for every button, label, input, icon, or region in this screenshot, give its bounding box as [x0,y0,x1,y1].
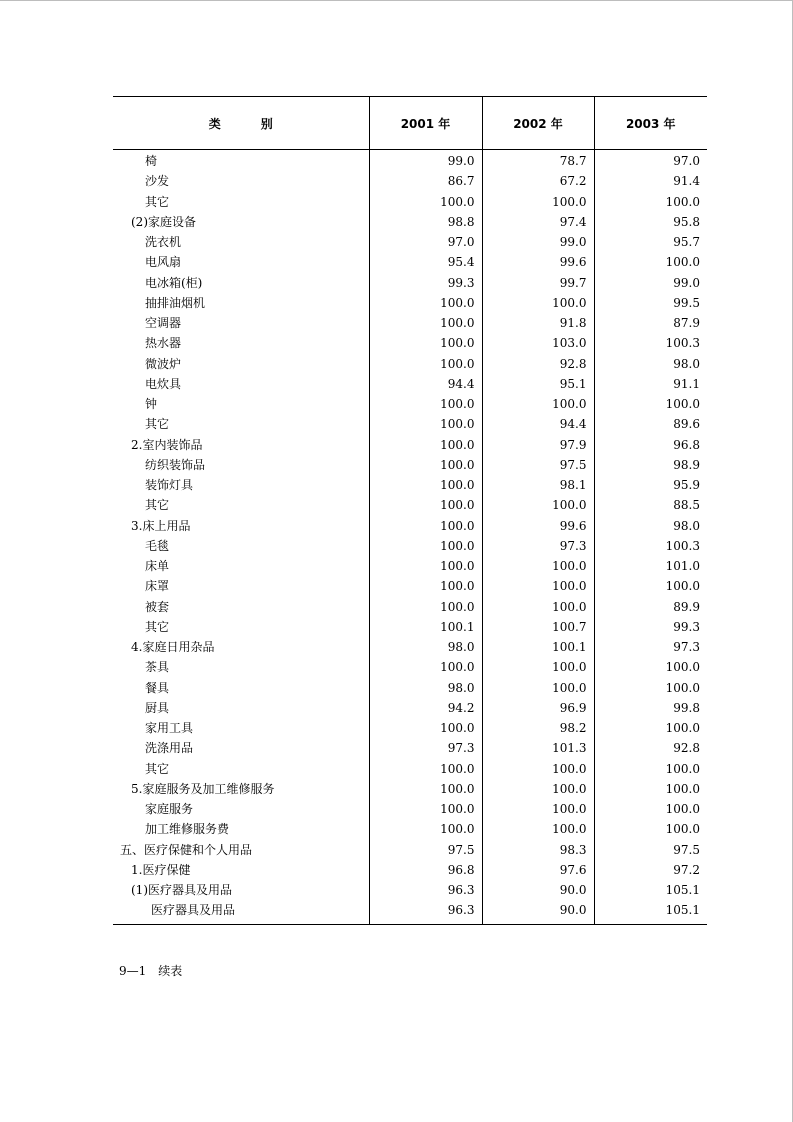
row-label: 椅 [145,154,158,169]
table-row [113,374,707,394]
table-row [113,212,707,232]
row-label: 沙发 [145,174,170,189]
value-2003: 105.1 [594,900,707,924]
value-2002: 90.0 [482,900,594,924]
value-2001: 100.0 [369,799,482,819]
footer-note: 9—1 续表 [119,964,183,978]
table-row [113,759,707,779]
value-2002: 98.2 [482,718,594,738]
value-2001: 100.0 [369,718,482,738]
table-row [113,799,707,819]
table-row [113,900,707,924]
row-label: 餐具 [145,680,170,695]
row-label: 电冰箱(柜) [145,275,203,290]
value-2002: 100.0 [482,192,594,212]
value-2002: 99.0 [482,232,594,252]
value-2003: 91.4 [594,171,707,191]
value-2002: 67.2 [482,171,594,191]
table-row [113,394,707,414]
table-row [113,293,707,313]
value-2002: 100.7 [482,617,594,637]
value-2003: 97.2 [594,860,707,880]
table-row [113,475,707,495]
value-2003: 98.0 [594,516,707,536]
value-2003: 95.7 [594,232,707,252]
row-label: 五、医疗保健和个人用品 [120,842,253,857]
value-2003: 96.8 [594,435,707,455]
row-label: 其它 [145,761,170,776]
value-2003: 87.9 [594,313,707,333]
row-label: 洗涤用品 [145,741,194,756]
value-2002: 97.4 [482,212,594,232]
table-row [113,333,707,353]
table-row [113,150,707,172]
value-2001: 95.4 [369,252,482,272]
value-2002: 101.3 [482,738,594,758]
value-2002: 100.0 [482,759,594,779]
value-2001: 100.0 [369,394,482,414]
value-2001: 100.0 [369,192,482,212]
header-category-char2: 别 [260,116,273,131]
value-2003: 105.1 [594,880,707,900]
table-row [113,556,707,576]
row-label: 2.室内装饰品 [131,437,203,452]
row-label: 其它 [145,194,170,209]
table-row [113,354,707,374]
table-row [113,232,707,252]
value-2002: 98.1 [482,475,594,495]
value-2001: 97.5 [369,840,482,860]
value-2003: 100.0 [594,759,707,779]
table-row [113,536,707,556]
table-row [113,597,707,617]
value-2001: 100.0 [369,516,482,536]
value-2002: 95.1 [482,374,594,394]
table-row [113,617,707,637]
value-2001: 98.8 [369,212,482,232]
value-2002: 100.1 [482,637,594,657]
table-row [113,880,707,900]
value-2001: 100.0 [369,536,482,556]
value-2003: 100.0 [594,718,707,738]
value-2003: 97.0 [594,150,707,172]
header-year-2003: 2003 年 [594,97,707,150]
value-2002: 91.8 [482,313,594,333]
row-label: 空调器 [145,316,182,331]
value-2001: 98.0 [369,637,482,657]
table-row [113,435,707,455]
value-2003: 99.8 [594,698,707,718]
value-2003: 99.3 [594,617,707,637]
value-2003: 91.1 [594,374,707,394]
table-row [113,779,707,799]
row-label: 医疗器具及用品 [113,900,369,924]
table-row [113,414,707,434]
value-2003: 100.0 [594,252,707,272]
value-2002: 92.8 [482,354,594,374]
value-2003: 100.3 [594,536,707,556]
value-2002: 100.0 [482,678,594,698]
row-label: (2)家庭设备 [131,214,196,229]
row-label: 微波炉 [145,356,182,371]
value-2002: 100.0 [482,657,594,677]
value-2003: 89.6 [594,414,707,434]
row-label: 热水器 [145,336,182,351]
value-2001: 100.0 [369,556,482,576]
table-body [113,150,707,925]
row-label: 其它 [145,498,170,513]
row-label: 1.医疗保健 [131,862,191,877]
value-2002: 97.5 [482,455,594,475]
value-2002: 97.6 [482,860,594,880]
row-label: 被套 [145,599,170,614]
value-2002: 98.3 [482,840,594,860]
row-label: 电风扇 [145,255,182,270]
value-2001: 97.3 [369,738,482,758]
table-header-row [113,97,707,150]
value-2003: 92.8 [594,738,707,758]
value-2003: 100.0 [594,678,707,698]
table-row [113,455,707,475]
value-2002: 100.0 [482,576,594,596]
value-2003: 99.5 [594,293,707,313]
table-row [113,171,707,191]
row-label: 其它 [145,417,170,432]
row-label: 家用工具 [145,721,194,736]
row-label: 5.家庭服务及加工维修服务 [131,781,275,796]
row-label: 床单 [145,559,170,574]
table-row [113,252,707,272]
page-border-top [0,0,793,1]
row-label: 毛毯 [145,538,170,553]
table-row [113,192,707,212]
value-2003: 100.0 [594,192,707,212]
value-2001: 100.0 [369,475,482,495]
value-2002: 99.6 [482,252,594,272]
table-row [113,516,707,536]
value-2001: 96.8 [369,860,482,880]
value-2001: 100.0 [369,354,482,374]
value-2002: 103.0 [482,333,594,353]
value-2001: 100.0 [369,313,482,333]
value-2003: 100.0 [594,779,707,799]
value-2002: 100.0 [482,556,594,576]
value-2003: 97.5 [594,840,707,860]
value-2001: 100.0 [369,779,482,799]
value-2001: 100.0 [369,759,482,779]
row-label: 洗衣机 [145,235,182,250]
value-2001: 100.0 [369,495,482,515]
value-2001: 86.7 [369,171,482,191]
value-2002: 96.9 [482,698,594,718]
value-2002: 78.7 [482,150,594,172]
value-2003: 100.0 [594,394,707,414]
value-2003: 98.9 [594,455,707,475]
value-2002: 90.0 [482,880,594,900]
value-2003: 88.5 [594,495,707,515]
value-2001: 100.0 [369,597,482,617]
value-2003: 100.0 [594,799,707,819]
value-2001: 96.3 [369,880,482,900]
value-2003: 100.0 [594,576,707,596]
value-2001: 100.0 [369,333,482,353]
table-row [113,576,707,596]
value-2002: 99.6 [482,516,594,536]
row-label: 电炊具 [145,376,182,391]
value-2001: 100.0 [369,455,482,475]
statistics-table [113,96,707,925]
value-2003: 99.0 [594,273,707,293]
value-2001: 100.1 [369,617,482,637]
header-category [113,97,369,150]
value-2002: 100.0 [482,394,594,414]
value-2003: 100.0 [594,819,707,839]
row-label: 3.床上用品 [131,518,191,533]
row-label: 加工维修服务费 [145,822,230,837]
value-2001: 96.3 [369,900,482,924]
value-2003: 95.8 [594,212,707,232]
value-2001: 100.0 [369,657,482,677]
header-year-2002: 2002 年 [482,97,594,150]
value-2001: 100.0 [369,819,482,839]
value-2002: 94.4 [482,414,594,434]
row-label: 厨具 [145,700,170,715]
value-2003: 100.0 [594,657,707,677]
row-label: 家庭服务 [145,802,194,817]
value-2003: 101.0 [594,556,707,576]
value-2002: 97.9 [482,435,594,455]
row-label: 装饰灯具 [145,478,194,493]
table-row [113,698,707,718]
row-label: (1)医疗器具及用品 [131,883,232,898]
value-2003: 95.9 [594,475,707,495]
header-year-2001: 2001 年 [369,97,482,150]
value-2002: 97.3 [482,536,594,556]
table-row [113,840,707,860]
row-label: 4.家庭日用杂品 [131,640,215,655]
row-label: 纺织装饰品 [145,457,206,472]
table-row [113,313,707,333]
header-category-char1: 类 [208,116,221,131]
value-2002: 100.0 [482,293,594,313]
row-label: 其它 [145,619,170,634]
table-row [113,273,707,293]
table-row [113,657,707,677]
value-2002: 100.0 [482,779,594,799]
value-2003: 89.9 [594,597,707,617]
table-row [113,738,707,758]
table-row [113,678,707,698]
value-2001: 100.0 [369,293,482,313]
row-label: 茶具 [145,660,170,675]
value-2001: 100.0 [369,414,482,434]
value-2001: 97.0 [369,232,482,252]
table-row [113,495,707,515]
row-label: 床罩 [145,579,170,594]
value-2002: 100.0 [482,819,594,839]
value-2001: 100.0 [369,435,482,455]
value-2002: 99.7 [482,273,594,293]
value-2001: 100.0 [369,576,482,596]
table-row [113,860,707,880]
value-2001: 98.0 [369,678,482,698]
value-2002: 100.0 [482,495,594,515]
value-2002: 100.0 [482,597,594,617]
value-2003: 98.0 [594,354,707,374]
table-row [113,819,707,839]
value-2001: 94.2 [369,698,482,718]
row-label: 抽排油烟机 [145,295,206,310]
value-2003: 100.3 [594,333,707,353]
table-row [113,718,707,738]
value-2001: 99.0 [369,150,482,172]
row-label: 钟 [145,397,158,412]
value-2003: 97.3 [594,637,707,657]
value-2002: 100.0 [482,799,594,819]
value-2001: 99.3 [369,273,482,293]
table-row [113,637,707,657]
value-2001: 94.4 [369,374,482,394]
